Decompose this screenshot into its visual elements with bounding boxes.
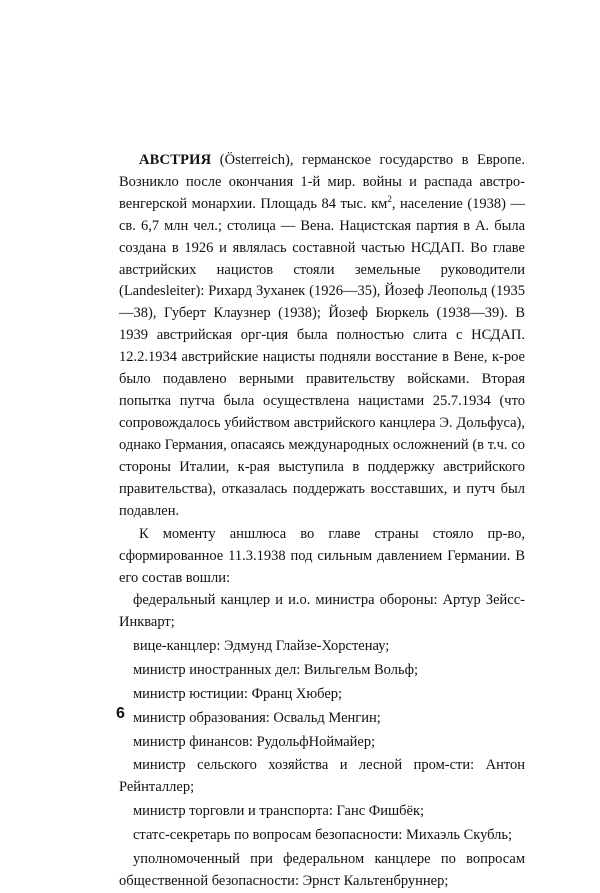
article-intro-part-2: , население (1938) — св. 6,7 млн чел.; столица — Вена. Нацистская партия в А. была создана в 1926 и являлась составной частью НСДАП. Во главе австрийских нацистов стояли земельные руководители (Landesleiter): Рихард Зуханек (1926—35), Йозеф Леопольд (1935—38), Губерт Клаузнер (1938); Йозеф Бюркель (1938—39). В 1939 австрийская орг-ция была полностью слита с НСДАП. 12.2.1934 австрийские нацисты подняли восстание в Вене, к-рое было подавлено верными правительству войсками. Вторая попытка путча была осуществлена нацистами 25.7.1934 (что сопровождалось убийством австрийского канцлера Э. Дольфуса), однако Германия, опасаясь международных осложнений (в т.ч. со стороны Италии, к-рая выступила в поддержку австрийского правительства), отказалась поддержать восставших, и путч был подавлен. bbox=[119, 195, 526, 519]
government-item: министр юстиции: Франц Хюбер; bbox=[133, 685, 343, 702]
government-item: министр образования: Освальд Менгин; bbox=[133, 709, 381, 726]
article-paragraph-2: К моменту аншлюса во главе страны стояло пр-во, сформированное 11.3.1938 под сильным давлением Германии. В его состав вошли: bbox=[119, 526, 525, 587]
government-item: вице-канцлер: Эдмунд Глайзе-Хорстенау; bbox=[133, 637, 390, 654]
government-item: министр иностранных дел: Вильгельм Вольф; bbox=[133, 661, 419, 678]
article-headword: АВСТРИЯ bbox=[139, 152, 212, 168]
government-item: федеральный канцлер и и.о. министра обороны: Артур Зейсс-Инкварт; bbox=[119, 592, 525, 631]
government-item: статс-секретарь по вопросам безопасности: Михаэль Скубль; bbox=[133, 827, 513, 844]
government-item: уполномоченный при федеральном канцлере по вопросам общественной безопасности: Эрнст Кальтенбруннер; bbox=[119, 851, 525, 889]
article-paragraph-1 bbox=[119, 150, 525, 522]
superscript-2: 2 bbox=[387, 193, 392, 204]
government-item: министр финансов: РудольфНоймайер; bbox=[133, 733, 376, 750]
article-body bbox=[119, 150, 525, 893]
page-number: 6 bbox=[116, 705, 125, 722]
article-intro-part-1: (Österreich), германское государство в Европе. Возникло после окончания 1-й мир. войны и распада австро-венгерской монархии. Площадь 84 тыс. км bbox=[119, 152, 525, 212]
government-item: министр сельского хозяйства и лесной пром-сти: Антон Рейнталлер; bbox=[119, 757, 525, 796]
government-item: министр торговли и транспорта: Ганс Фишбёк; bbox=[133, 803, 425, 820]
